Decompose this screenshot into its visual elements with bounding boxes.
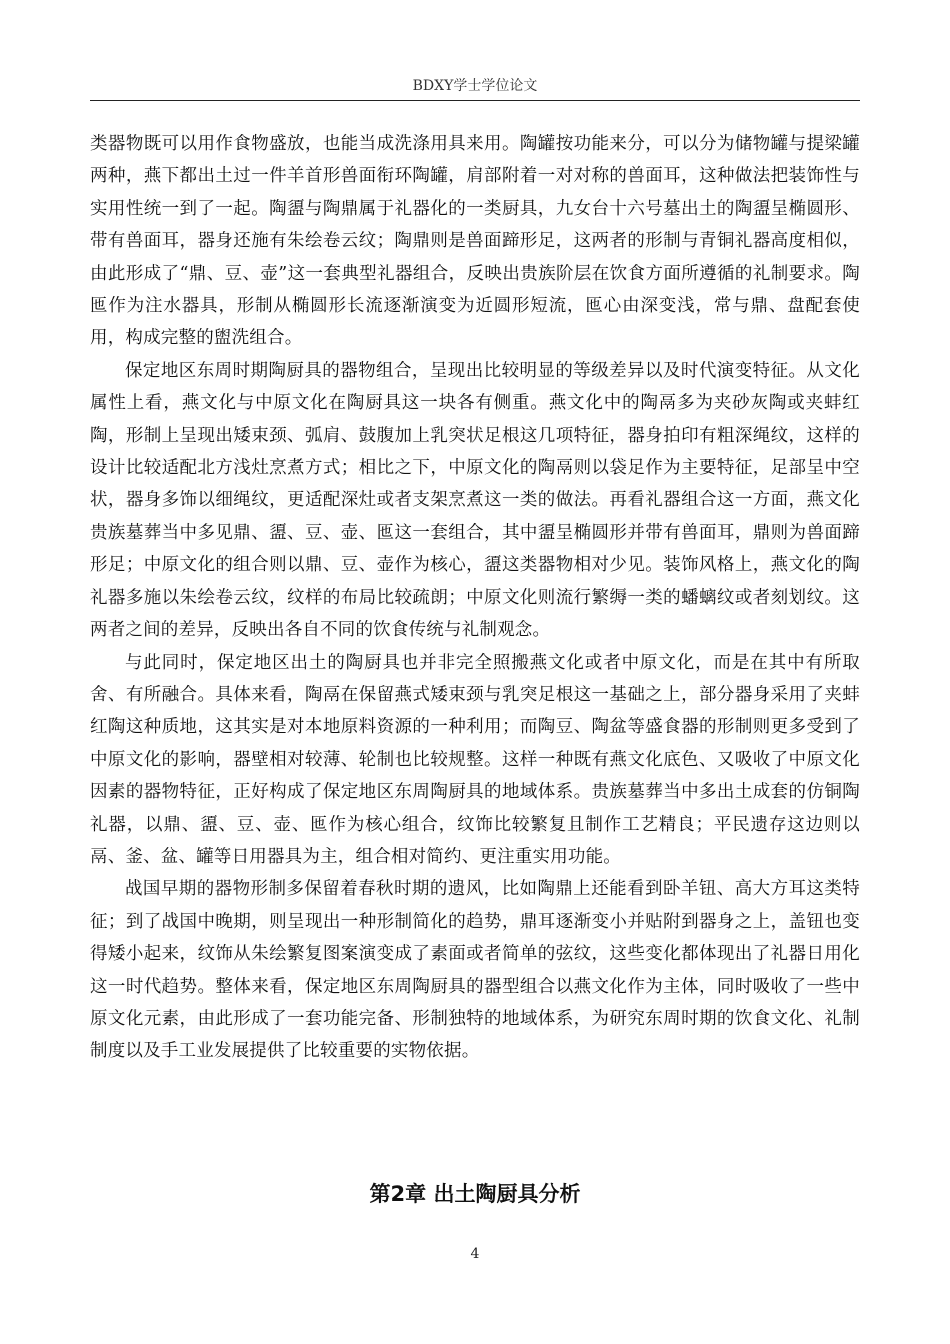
page-header	[90, 76, 860, 101]
header-title: BDXY学士学位论文	[412, 78, 538, 94]
paragraph: 保定地区东周时期陶厨具的器物组合，呈现出比较明显的等级差异以及时代演变特征。从文化属性上看，燕文化与中原文化在陶厨具这一块各有侧重。燕文化中的陶鬲多为夹砂灰陶或夹蚌红陶，形制上呈现出矮束颈、弧肩、鼓腹加上乳突状足根这几项特征，器身拍印有粗深绳纹，这样的设计比较适配北方浅灶烹煮方式；相比之下，中原文化的陶鬲则以袋足作为主要特征，足部呈中空状，器身多饰以细绳纹，更适配深灶或者支架烹煮这一类的做法。再看礼器组合这一方面，燕文化贵族墓葬当中多见鼎、盨、豆、壶、匜这一套组合，其中盨呈椭圆形并带有兽面耳，鼎则为兽面蹄形足；中原文化的组合则以鼎、豆、壶作为核心，盨这类器物相对少见。装饰风格上，燕文化的陶礼器多施以朱绘卷云纹，纹样的布局比较疏朗；中原文化则流行繁缛一类的蟠螭纹或者刻划纹。这两者之间的差异，反映出各自不同的饮食传统与礼制观念。	[90, 360, 860, 641]
page-number: 4	[470, 1246, 480, 1262]
chapter-heading: 第2章 出土陶厨具分析	[369, 1182, 581, 1206]
paragraph: 战国早期的器物形制多保留着春秋时期的遗风，比如陶鼎上还能看到卧羊钮、高大方耳这类特征；到了战国中晚期，则呈现出一种形制简化的趋势，鼎耳逐渐变小并贴附到器身之上，盖钮也变得矮小起来，纹饰从朱绘繁复图案演变成了素面或者简单的弦纹，这些变化都体现出了礼器日用化这一时代趋势。整体来看，保定地区东周陶厨具的器型组合以燕文化作为主体，同时吸收了一些中原文化元素，由此形成了一套功能完备、形制独特的地域体系，为研究东周时期的饮食文化、礼制制度以及手工业发展提供了比较重要的实物依据。	[90, 879, 860, 1062]
paragraph: 与此同时，保定地区出土的陶厨具也并非完全照搬燕文化或者中原文化，而是在其中有所取舍、有所融合。具体来看，陶鬲在保留燕式矮束颈与乳突足根这一基础之上，部分器身采用了夹蚌红陶这种质地，这其实是对本地原料资源的一种利用；而陶豆、陶盆等盛食器的形制则更多受到了中原文化的影响，器壁相对较薄、轮制也比较规整。这样一种既有燕文化底色、又吸收了中原文化因素的器物特征，正好构成了保定地区东周陶厨具的地域体系。贵族墓葬当中多出土成套的仿铜陶礼器，以鼎、盨、豆、壶、匜作为核心组合，纹饰比较繁复且制作工艺精良；平民遗存这边则以鬲、釜、盆、罐等日用器具为主，组合相对简约、更注重实用功能。	[90, 652, 860, 867]
body-text	[90, 128, 860, 1068]
paragraph: 类器物既可以用作食物盛放，也能当成洗涤用具来用。陶罐按功能来分，可以分为储物罐与提梁罐两种，燕下都出土过一件羊首形兽面衔环陶罐，肩部附着一对对称的兽面耳，这种做法把装饰性与实用性统一到了一起。陶盨与陶鼎属于礼器化的一类厨具，九女台十六号墓出土的陶盨呈椭圆形、带有兽面耳，器身还施有朱绘卷云纹；陶鼎则是兽面蹄形足，这两者的形制与青铜礼器高度相似，由此形成了“鼎、豆、壶”这一套典型礼器组合，反映出贵族阶层在饮食方面所遵循的礼制要求。陶匜作为注水器具，形制从椭圆形长流逐渐演变为近圆形短流，匜心由深变浅，常与鼎、盘配套使用，构成完整的盥洗组合。	[90, 134, 860, 349]
